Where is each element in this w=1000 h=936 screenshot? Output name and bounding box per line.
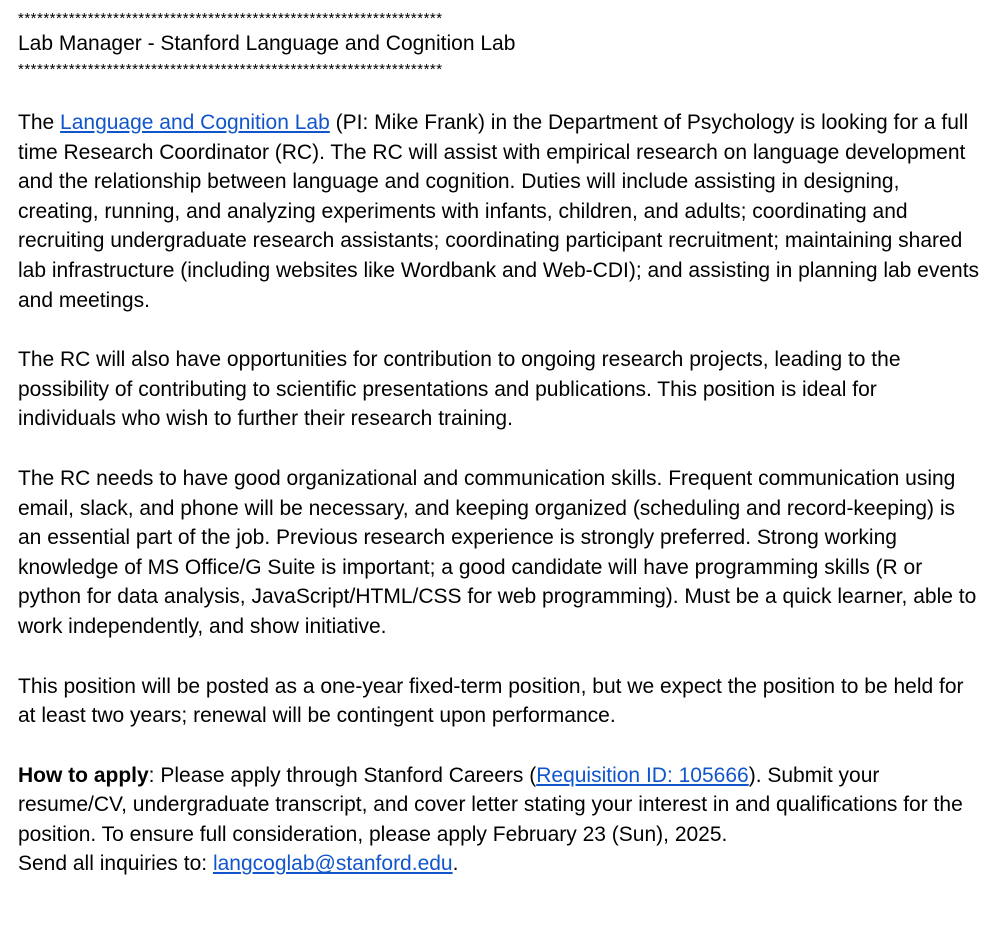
intro-paragraph	[18, 108, 980, 315]
term-paragraph: This position will be posted as a one-year fixed-term position, but we expect the position to be held for at least two years; renewal will be contingent upon performance.	[18, 674, 964, 728]
intro-text: (PI: Mike Frank) in the Department of Psychology is looking for a full time Research Coordinator (RC). The RC will assist with empirical research on language development and the relationship between language and cognition. Duties will include assisting in designing, creating, running, and analyzing experiments with infants, children, and adults; coordinating and recruiting undergraduate research assistants; coordinating participant recruitment; maintaining shared lab infrastructure (including websites like Wordbank and Web-CDI); and assisting in planning lab events and meetings.	[18, 111, 980, 312]
apply-text-before: : Please apply through Stanford Careers (	[148, 763, 537, 787]
email-link[interactable]: langcoglab@stanford.edu	[212, 852, 453, 876]
skills-paragraph: The RC needs to have good organizational and communication skills. Frequent communication using email, slack, and phone will be necessary, and keeping organized (scheduling and record-keeping) is an essential part of the job. Previous research experience is strongly preferred. Strong working knowledge of MS Office/G Suite is important; a good candidate will have programming skills (R or python for data analysis, JavaScript/HTML/CSS for web programming). Must be a quick learner, able to work independently, and show initiative.	[18, 466, 977, 638]
lab-link[interactable]: Language and Cognition Lab	[60, 111, 330, 134]
opportunities-paragraph: The RC will also have opportunities for contribution to ongoing research projects, leading to the possibility of contributing to scientific presentations and publications. This position is ideal for individuals who wish to further their research training.	[18, 348, 901, 431]
posting-title: Lab Manager - Stanford Language and Cognition Lab	[18, 32, 516, 55]
apply-label: How to apply	[18, 763, 149, 787]
inquiries-prefix: Send all inquiries to:	[18, 852, 213, 876]
top-divider: *******************************************************************	[18, 10, 443, 27]
bottom-divider: *******************************************************************	[18, 61, 443, 78]
intro-prefix: The	[18, 111, 61, 134]
apply-paragraph	[18, 761, 980, 879]
requisition-link[interactable]: Requisition ID: 105666	[536, 763, 749, 787]
apply-text-after: ). Submit your resume/CV, undergraduate transcript, and cover letter stating your interest in and qualifications for the position. To ensure full consideration, please apply February 23 (Sun), 2025.	[18, 763, 963, 846]
inquiries-suffix: .	[452, 852, 459, 876]
